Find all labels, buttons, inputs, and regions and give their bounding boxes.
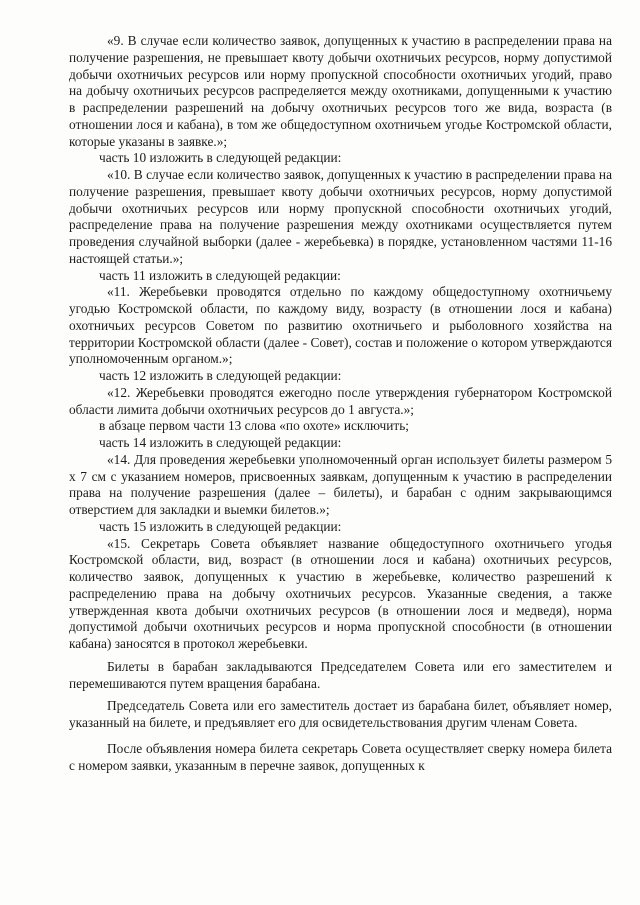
ticket-drawn-paragraph: Председатель Совета или его заместитель достает из барабана билет, объявляет номер, указанный на билете, и предъявляет его для освидетельствования другим членам Совета. (69, 698, 612, 730)
tickets-placed-paragraph: Билеты в барабан закладываются Председателем Совета или его заместителем и перемешиваются путем вращения барабана. (69, 658, 612, 691)
ticket-check-paragraph: После объявления номера билета секретарь Совета осуществляет сверку номера билета с номером заявки, указанным в перечне заявок, допущенных к (69, 740, 612, 773)
item-9-paragraph: «9. В случае если количество заявок, допущенных к участию в распределении права на получение разрешения, не превышает квоту добычи охотничьих ресурсов, норму допустимой добычи охотничьих ресурсов или норму пропускной способности охотничьих угодий, право на добычу охотничьих ресурсов распределяется между охотниками, допущенными к участию в распределении разрешений на добычу охотничьих ресурсов того же вида, возраста (в отношении лося и кабана), в том же общедоступном охотничьем угодье Костромской области, которые указаны в заявке.»; (69, 33, 612, 149)
instruction-part-13: в абзаце первом части 13 слова «по охоте» исключить; (99, 418, 409, 434)
item-12-paragraph: «12. Жеребьевки проводятся ежегодно после утверждения губернатором Костромской области лимита добычи охотничьих ресурсов до 1 августа.»; (69, 384, 612, 417)
item-11-paragraph: «11. Жеребьевки проводятся отдельно по каждому общедоступному охотничьему угодью Костромской области, по каждому виду, возрасту (в отношении лося и кабана) охотничьих ресурсов Советом по развитию охотничьего и рыболовного хозяйства на территории Костромской области (далее - Совет), состав и положение о котором утверждаются уполномоченным органом.»; (69, 284, 612, 367)
item-14-paragraph: «14. Для проведения жеребьевки уполномоченный орган использует билеты размером 5 х 7 см с указанием номеров, присвоенных заявкам, допущенным к участию в распределении права на получение разрешения (далее – билеты), и барабан с одним закрывающимся отверстием для закладки и выемки билетов.»; (69, 451, 612, 517)
instruction-part-11: часть 11 изложить в следующей редакции: (99, 267, 341, 283)
instruction-part-14: часть 14 изложить в следующей редакции: (99, 435, 342, 450)
item-15-paragraph: «15. Секретарь Совета объявляет название общедоступного охотничьего угодья Костромской области, вид, возраст (в отношении лося и кабана) охотничьих ресурсов, количество заявок, допущенных к участию в жеребьевке, количество разрешений к распределению права на добычу охотничьих ресурсов. Указанные сведения, а также утвержденная квота добычи охотничьих ресурсов (в отношении лося и медведя), норма допустимой добычи охотничьих ресурсов и норма пропускной способности (в отношении кабана) заносятся в протокол жеребьевки. (69, 535, 612, 651)
instruction-part-10: часть 10 изложить в следующей редакции: (99, 150, 342, 166)
instruction-part-12: часть 12 изложить в следующей редакции: (99, 368, 342, 383)
item-10-paragraph: «10. В случае если количество заявок, допущенных к участию в распределении права на получение разрешения, превышает квоту добычи охотничьих ресурсов, норму допустимой добычи охотничьих ресурсов или норму пропускной способности охотничьих угодий, распределение права на получение разрешения между охотниками осуществляется путем проведения случайной выборки (далее - жеребьевка) в порядке, установленном частями 11-16 настоящей статьи.»; (69, 167, 612, 266)
instruction-part-15: часть 15 изложить в следующей редакции: (99, 518, 342, 534)
